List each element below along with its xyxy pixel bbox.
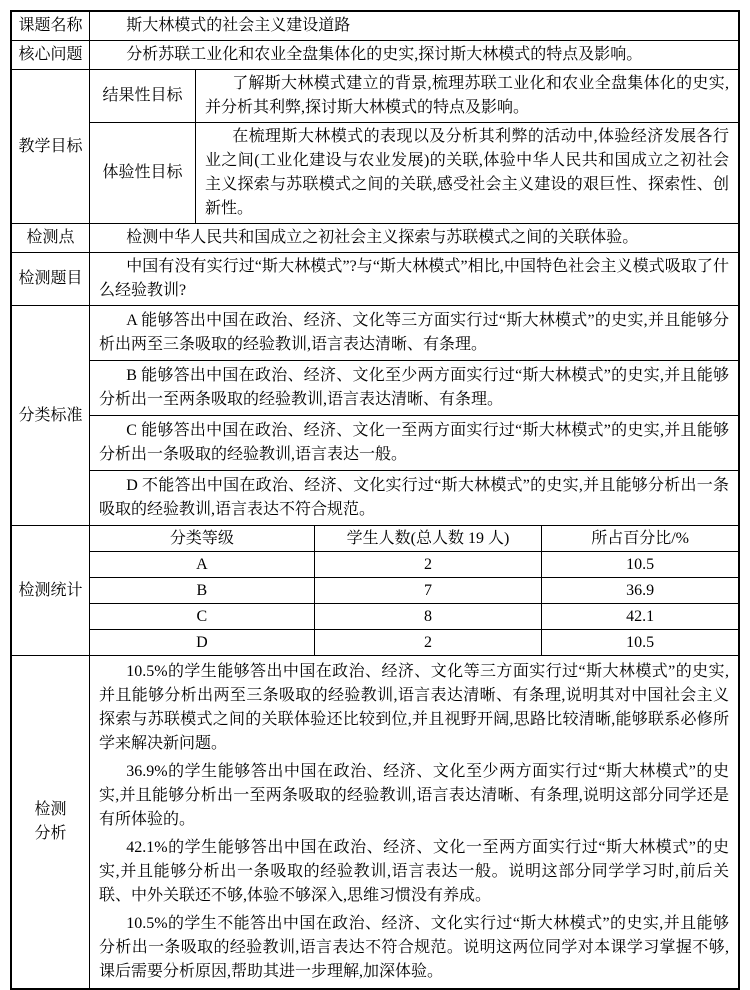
analysis-cell (90, 656, 738, 988)
teaching-goals-label: 教学目标 (12, 70, 90, 223)
criteria-text-a: A 能够答出中国在政治、经济、文化等三方面实行过“斯大林模式”的史实,并且能够分析出两至三条吸取的经验教训,语言表达清晰、有条理。 (99, 312, 729, 353)
check-question-cell (90, 253, 738, 305)
experience-goal-cell (196, 123, 738, 223)
result-goal-label: 结果性目标 (90, 70, 196, 122)
stat-percent: 10.5 (626, 556, 655, 573)
criteria-text-d: D 不能答出中国在政治、经济、文化实行过“斯大林模式”的史实,并且能够分析出一条吸取的经验教训,语言表达不符合规范。 (99, 477, 729, 518)
row-core-question (12, 40, 738, 69)
stat-grade: C (90, 604, 315, 629)
stat-percent: 36.9 (626, 582, 655, 599)
experience-goal-value: 在梳理斯大林模式的表现以及分析其利弊的活动中,体验经济发展各行业之间(工业化建设与农业发展)的关联,体验中华人民共和国成立之初社会主义探索与苏联模式之间的关联,感受社会主义建设的艰巨性、探索性、创新性。 (205, 128, 729, 217)
analysis-label-line1: 检测 (34, 801, 67, 818)
analysis-paragraph-4: 10.5%的学生不能答出中国在政治、经济、文化实行过“斯大林模式”的史实,并且能够分析出一条吸取的经验教训,语言表达不符合规范。说明这两位同学对本课学习掌握不够,课后需要分析原因,帮助其进一步理解,加深体验。 (99, 915, 729, 980)
criteria-text-c: C 能够答出中国在政治、经济、文化一至两方面实行过“斯大林模式”的史实,并且能够分析出一条吸取的经验教训,语言表达一般。 (99, 422, 729, 463)
stat-percent: 42.1 (626, 608, 655, 625)
table-row (90, 577, 738, 603)
stat-count: 8 (315, 604, 542, 629)
stat-count: 2 (315, 552, 542, 577)
analysis-label-line2: 分析 (34, 825, 67, 842)
stat-header-grade: 分类等级 (90, 526, 315, 551)
check-point-label: 检测点 (12, 224, 90, 252)
criteria-item-c (90, 415, 738, 470)
lesson-assessment-table (10, 10, 740, 990)
stat-header-count: 学生人数(总人数 19 人) (315, 526, 542, 551)
criteria-item-d (90, 470, 738, 525)
stat-percent: 10.5 (626, 634, 655, 651)
stat-count: 2 (315, 630, 542, 655)
experience-goal-label: 体验性目标 (90, 123, 196, 223)
result-goal-row (90, 70, 738, 122)
row-topic (12, 12, 738, 40)
stat-grade: B (90, 578, 315, 603)
analysis-paragraph-3: 42.1%的学生能够答出中国在政治、经济、文化一至两方面实行过“斯大林模式”的史实,并且能够分析出一条吸取的经验教训,语言表达一般。说明这部分同学学习时,前后关联、中外关联还不够,体验不够深入,思维习惯没有养成。 (99, 839, 729, 904)
row-check-question (12, 252, 738, 305)
stat-grade: A (90, 552, 315, 577)
criteria-text-b: B 能够答出中国在政治、经济、文化至少两方面实行过“斯大林模式”的史实,并且能够分析出一至两条吸取的经验教训,语言表达清晰、有条理。 (99, 367, 729, 408)
check-question-value: 中国有没有实行过“斯大林模式”?与“斯大林模式”相比,中国特色社会主义模式吸取了什么经验教训? (99, 258, 729, 299)
experience-goal-row (90, 122, 738, 223)
topic-value: 斯大林模式的社会主义建设道路 (126, 17, 351, 34)
statistics-table (90, 526, 738, 655)
table-row (90, 603, 738, 629)
grading-criteria-cell (90, 306, 738, 525)
stat-header-percent: 所占百分比/% (591, 530, 689, 547)
core-question-label: 核心问题 (12, 41, 90, 69)
table-row (90, 551, 738, 577)
core-question-value: 分析苏联工业化和农业全盘集体化的史实,探讨斯大林模式的特点及影响。 (126, 46, 643, 63)
table-row (90, 629, 738, 655)
row-statistics (12, 525, 738, 655)
row-analysis (12, 655, 738, 988)
grading-criteria-label: 分类标准 (12, 306, 90, 525)
check-question-label: 检测题目 (12, 253, 90, 305)
result-goal-cell (196, 70, 738, 122)
analysis-label (12, 656, 90, 988)
check-point-cell (90, 224, 738, 252)
row-teaching-goals (12, 69, 738, 223)
topic-value-cell (90, 12, 738, 40)
analysis-paragraph-1: 10.5%的学生能够答出中国在政治、经济、文化等三方面实行过“斯大林模式”的史实,并且能够分析出两至三条吸取的经验教训,语言表达清晰、有条理,说明其对中国社会主义探索与苏联模式之间的关联体验还比较到位,并且视野开阔,思路比较清晰,能够联系必修所学来解决新问题。 (99, 663, 729, 752)
topic-label: 课题名称 (12, 12, 90, 40)
check-point-value: 检测中华人民共和国成立之初社会主义探索与苏联模式之间的关联体验。 (126, 229, 639, 246)
criteria-item-b (90, 360, 738, 415)
stat-grade: D (90, 630, 315, 655)
core-question-cell (90, 41, 738, 69)
result-goal-value: 了解斯大林模式建立的背景,梳理苏联工业化和农业全盘集体化的史实,并分析其利弊,探讨斯大林模式的特点及影响。 (205, 75, 729, 116)
criteria-item-a (90, 306, 738, 360)
statistics-header-row (90, 526, 738, 551)
stat-count: 7 (315, 578, 542, 603)
statistics-label: 检测统计 (12, 526, 90, 655)
row-check-point (12, 223, 738, 252)
analysis-paragraph-2: 36.9%的学生能够答出中国在政治、经济、文化至少两方面实行过“斯大林模式”的史实,并且能够分析出一至两条吸取的经验教训,语言表达清晰、有条理,说明这部分同学还是有所体验的。 (99, 763, 729, 828)
teaching-goals-cell (90, 70, 738, 223)
row-grading-criteria (12, 305, 738, 525)
